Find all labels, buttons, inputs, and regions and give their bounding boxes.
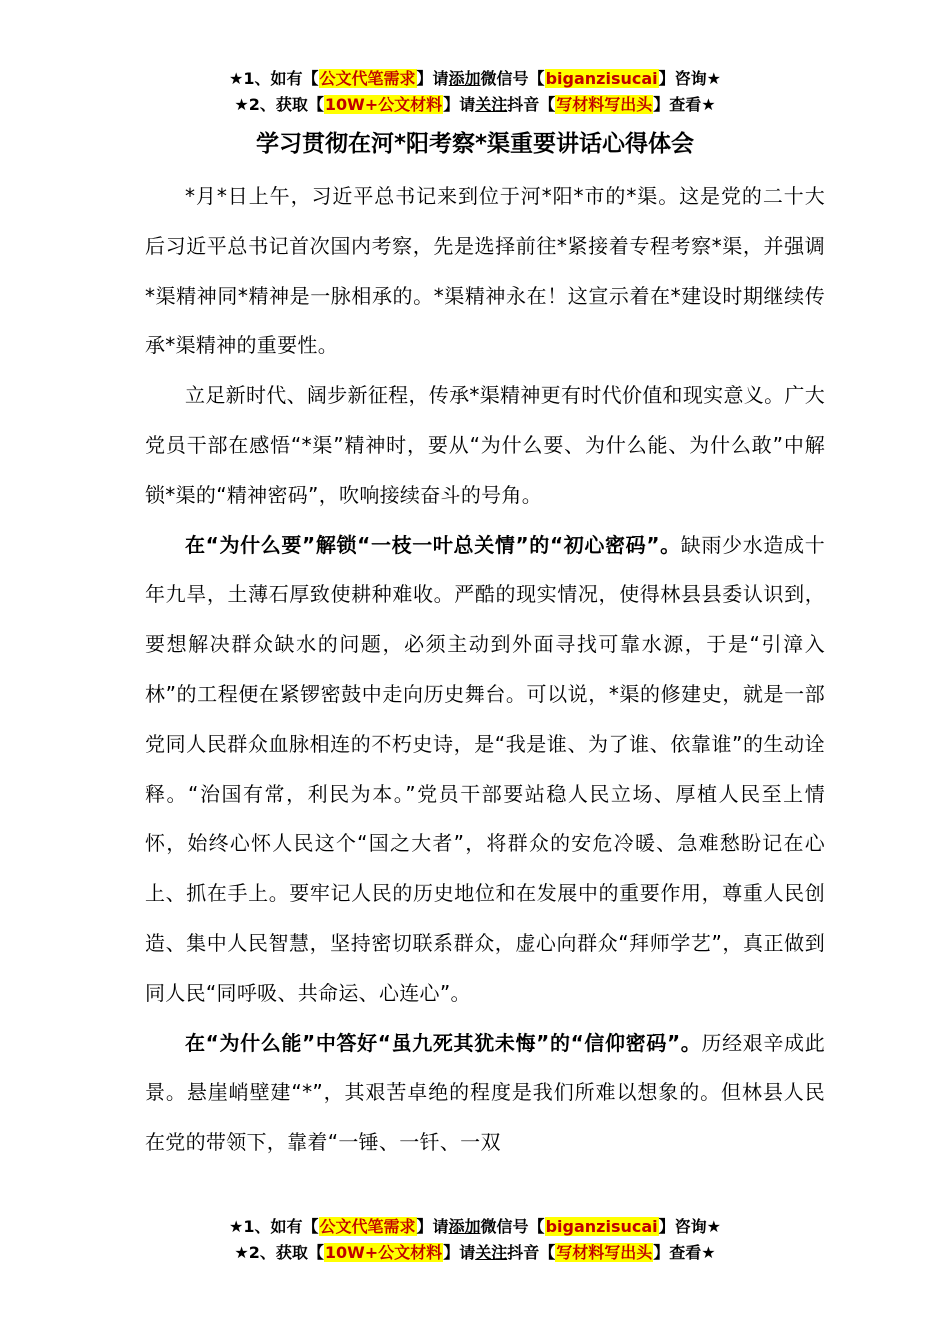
banner-text: 】请: [443, 1243, 476, 1262]
banner-line-2: [0, 92, 950, 118]
banner-highlight-materials: 10W+公文材料: [324, 1243, 443, 1262]
banner-text: 抖音【: [507, 95, 556, 114]
banner-text: 】查看★: [653, 95, 716, 114]
paragraph-text: 历经艰辛成此景。悬崖峭壁建“*”，其艰苦卓绝的程度是我们所难以想象的。但林县人民在党的带领下，靠着“一锤、一钎、一双: [145, 1030, 825, 1155]
banner-highlight-douyin-account: 写材料写出头: [556, 1243, 653, 1262]
banner-text: 】咨询★: [658, 69, 721, 88]
paragraph-4: [145, 1019, 825, 1168]
paragraph-text: 缺雨少水造成十年九旱，土薄石厚致使耕种难收。严酷的现实情况，使得林县县委认识到，要想解决群众缺水的问题，必须主动到外面寻找可靠水源，于是“引漳入林”的工程便在紧锣密鼓中走向历史舞台。可以说，*渠的修建史，就是一部党同人民群众血脉相连的不朽史诗，是“我是谁、为了谁、依靠谁”的生动诠释。“治国有常，利民为本。”党员干部要站稳人民立场、厚植人民至上情怀，始终心怀人民这个“国之大者”，将群众的安危冷暖、急难愁盼记在心上、抓在手上。要牢记人民的历史地位和在发展中的重要作用，尊重人民创造、集中人民智慧，坚持密切联系群众，虚心向群众“拜师学艺”，真正做到同人民“同呼吸、共命运、心连心”。: [145, 532, 826, 1005]
paragraph-3: [145, 521, 825, 1019]
banner-text: 微信号【: [480, 1217, 545, 1236]
banner-highlight-service: 公文代笔需求: [319, 69, 416, 88]
banner-line-2: [0, 1240, 950, 1266]
banner-text: 】查看★: [653, 1243, 716, 1262]
paragraph-2: [145, 371, 825, 520]
banner-text: 抖音【: [507, 1243, 556, 1262]
banner-line-1: [0, 1214, 950, 1240]
banner-text: ★1、如有【: [229, 1217, 319, 1236]
banner-highlight-wechat-id: biganzisucai: [545, 1217, 658, 1236]
banner-underlined-text: 添加: [448, 69, 481, 88]
banner-highlight-service: 公文代笔需求: [319, 1217, 416, 1236]
document-title: 学习贯彻在河*阳考察*渠重要讲话心得体会: [255, 131, 695, 157]
paragraph-lead-heading: 在“为什么能”中答好“虽九死其犹未悔”的“信仰密码”。: [185, 1030, 702, 1055]
banner-text: 】请: [416, 1217, 449, 1236]
paragraph-1: [145, 172, 825, 371]
paragraph-lead-heading: 在“为什么要”解锁“一枝一叶总关情”的“初心密码”。: [185, 532, 681, 557]
banner-line-1: [0, 66, 950, 92]
paragraph-text: *月*日上午，习近平总书记来到位于河*阳*市的*渠。这是党的二十大后习近平总书记首次国内考察，先是选择前往*紧接着专程考察*渠，并强调*渠精神同*精神是一脉相承的。*渠精神永在！这宣示着在*建设时期继续传承*渠精神的重要性。: [145, 184, 825, 358]
banner-text: 】咨询★: [658, 1217, 721, 1236]
footer-banner: [0, 1214, 950, 1266]
banner-text: 】请: [443, 95, 476, 114]
banner-highlight-douyin-account: 写材料写出头: [556, 95, 653, 114]
banner-text: ★1、如有【: [229, 69, 319, 88]
banner-text: 】请: [416, 69, 449, 88]
banner-highlight-wechat-id: biganzisucai: [545, 69, 658, 88]
paragraph-text: 立足新时代、阔步新征程，传承*渠精神更有时代价值和现实意义。广大党员干部在感悟“*渠”精神时，要从“为什么要、为什么能、为什么敢”中解锁*渠的“精神密码”，吹响接续奋斗的号角。: [145, 383, 825, 507]
banner-highlight-materials: 10W+公文材料: [324, 95, 443, 114]
header-banner: [0, 66, 950, 118]
banner-text: ★2、获取【: [234, 95, 324, 114]
banner-underlined-text: 关注: [475, 95, 508, 114]
document-body: [145, 172, 825, 1168]
banner-underlined-text: 关注: [475, 1243, 508, 1262]
banner-text: 微信号【: [480, 69, 545, 88]
banner-underlined-text: 添加: [448, 1217, 481, 1236]
banner-text: ★2、获取【: [234, 1243, 324, 1262]
